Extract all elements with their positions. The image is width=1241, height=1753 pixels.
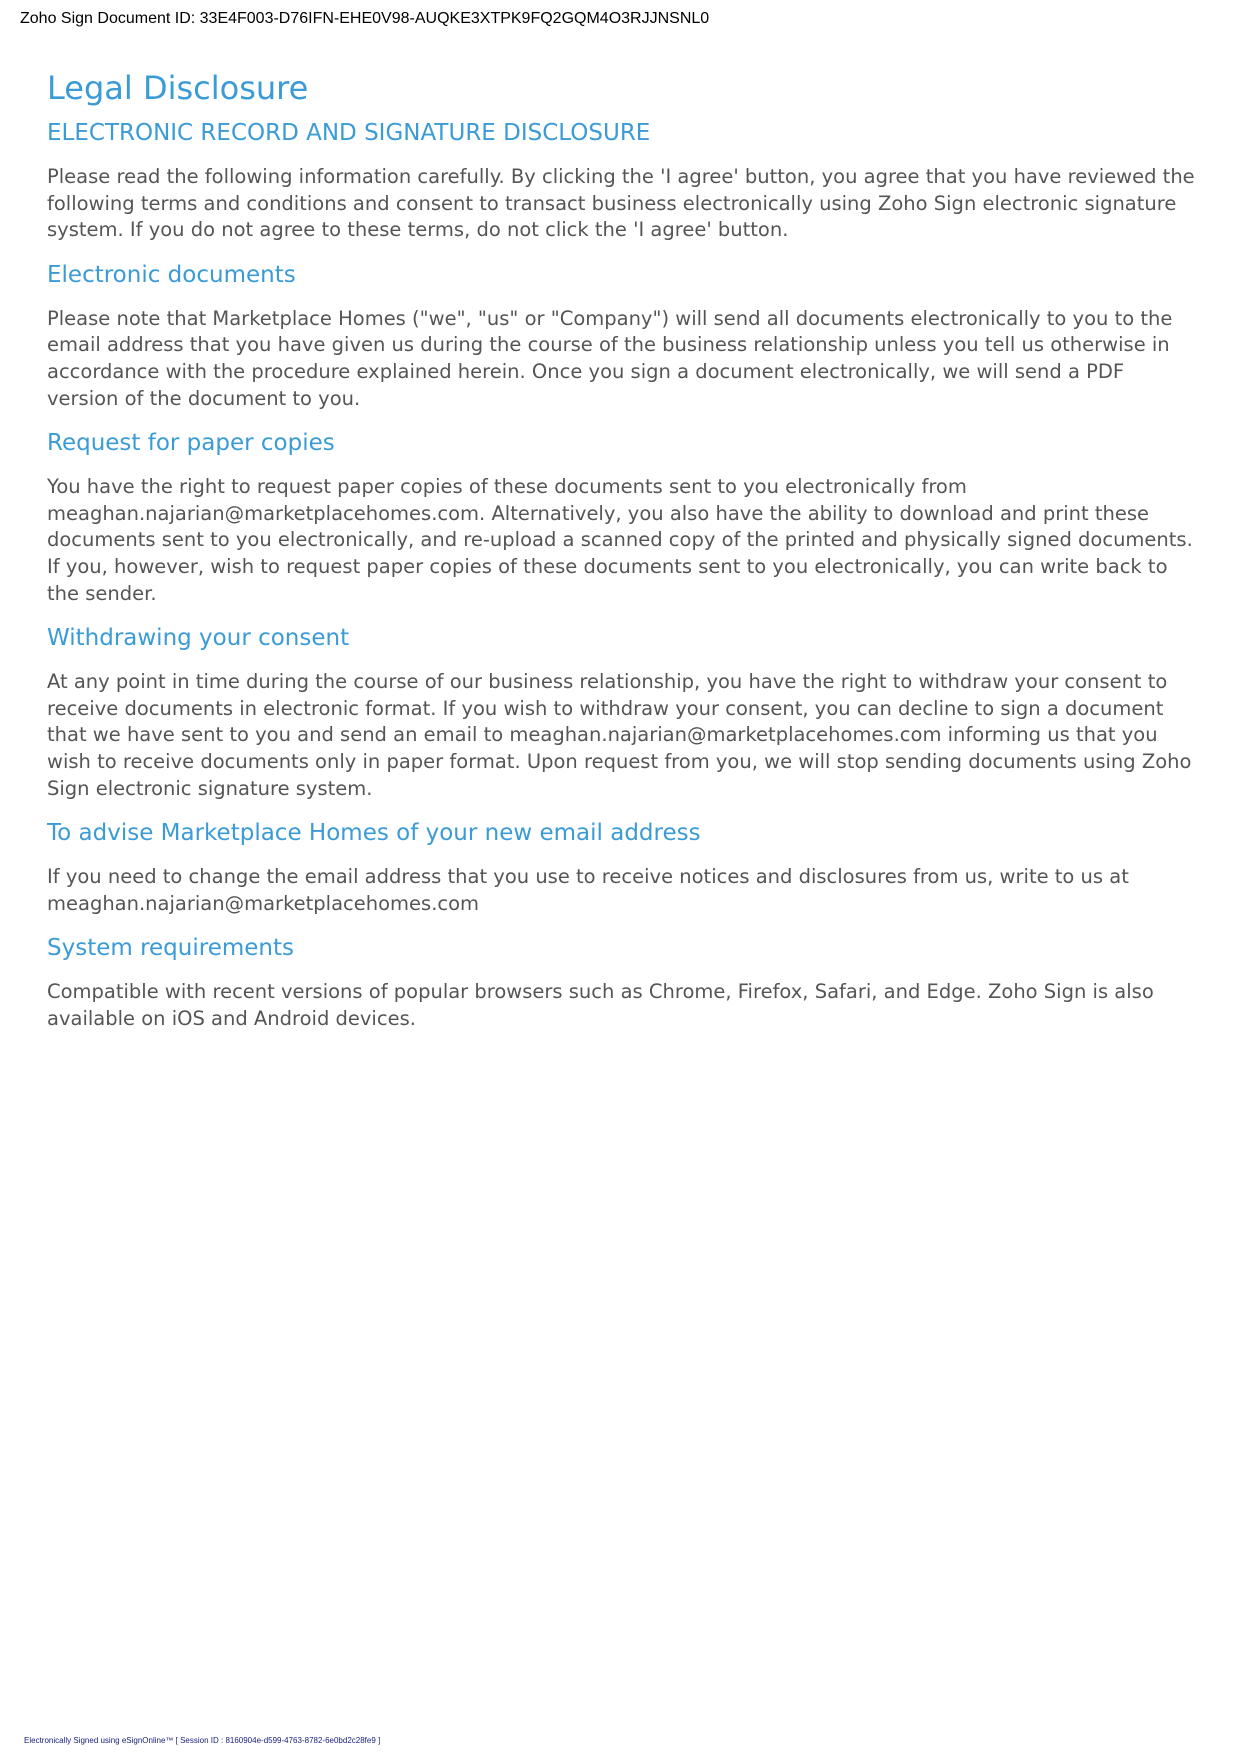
section-heading-electronic-documents: Electronic documents xyxy=(47,261,296,288)
section-heading-new-email: To advise Marketplace Homes of your new email address xyxy=(47,820,701,847)
disclosure-content xyxy=(47,66,1197,1032)
section-body-paper-copies: You have the right to request paper copies of these documents sent to you electronically from meaghan.najarian@marketplacehomes.com. Alternatively, you also have the ability to download and print these documents sent to you electronically, and re-upload a scanned copy of the printed and physically signed documents. If you, however, wish to request paper copies of these documents sent to you electronically, you can write back to the sender. xyxy=(47,475,1193,605)
section-body-new-email: If you need to change the email address that you use to receive notices and disclosures from us, write to us at meaghan.najarian@marketplacehomes.com xyxy=(47,865,1129,915)
esign-session-footer: Electronically Signed using eSignOnline™ [ Session ID : 8160904e-d599-4763-8782-6e0bd2c28fe9 ] xyxy=(24,1736,381,1745)
section-heading-system-requirements: System requirements xyxy=(47,935,294,962)
section-body-system-requirements: Compatible with recent versions of popular browsers such as Chrome, Firefox, Safari, and Edge. Zoho Sign is also available on iOS and Android devices. xyxy=(47,980,1154,1030)
page-title: Legal Disclosure xyxy=(47,69,309,107)
section-body-withdrawing-consent: At any point in time during the course of our business relationship, you have the right to withdraw your consent to receive documents in electronic format. If you wish to withdraw your consent, you can decline to sign a document that we have sent to you and send an email to meaghan.najarian@marketplacehomes.com informing us that you wish to receive documents only in paper format. Upon request from you, we will stop sending documents using Zoho Sign electronic signature system. xyxy=(47,670,1192,800)
page-subtitle: ELECTRONIC RECORD AND SIGNATURE DISCLOSURE xyxy=(47,120,651,146)
document-id-header: Zoho Sign Document ID: 33E4F003-D76IFN-EHE0V98-AUQKE3XTPK9FQ2GQM4O3RJJNSNL0 xyxy=(20,10,710,27)
section-body-electronic-documents: Please note that Marketplace Homes ("we", "us" or "Company") will send all documents electronically to you to the email address that you have given us during the course of the business relationship unless you tell us otherwise in accordance with the procedure explained herein. Once you sign a document electronically, we will send a PDF version of the document to you. xyxy=(47,306,1173,410)
section-heading-paper-copies: Request for paper copies xyxy=(47,430,335,457)
section-heading-withdrawing-consent: Withdrawing your consent xyxy=(47,625,350,652)
intro-paragraph: Please read the following information carefully. By clicking the 'I agree' button, you agree that you have reviewed the following terms and conditions and consent to transact business electronically using Zoho Sign electronic signature system. If you do not agree to these terms, do not click the 'I agree' button. xyxy=(47,165,1195,242)
